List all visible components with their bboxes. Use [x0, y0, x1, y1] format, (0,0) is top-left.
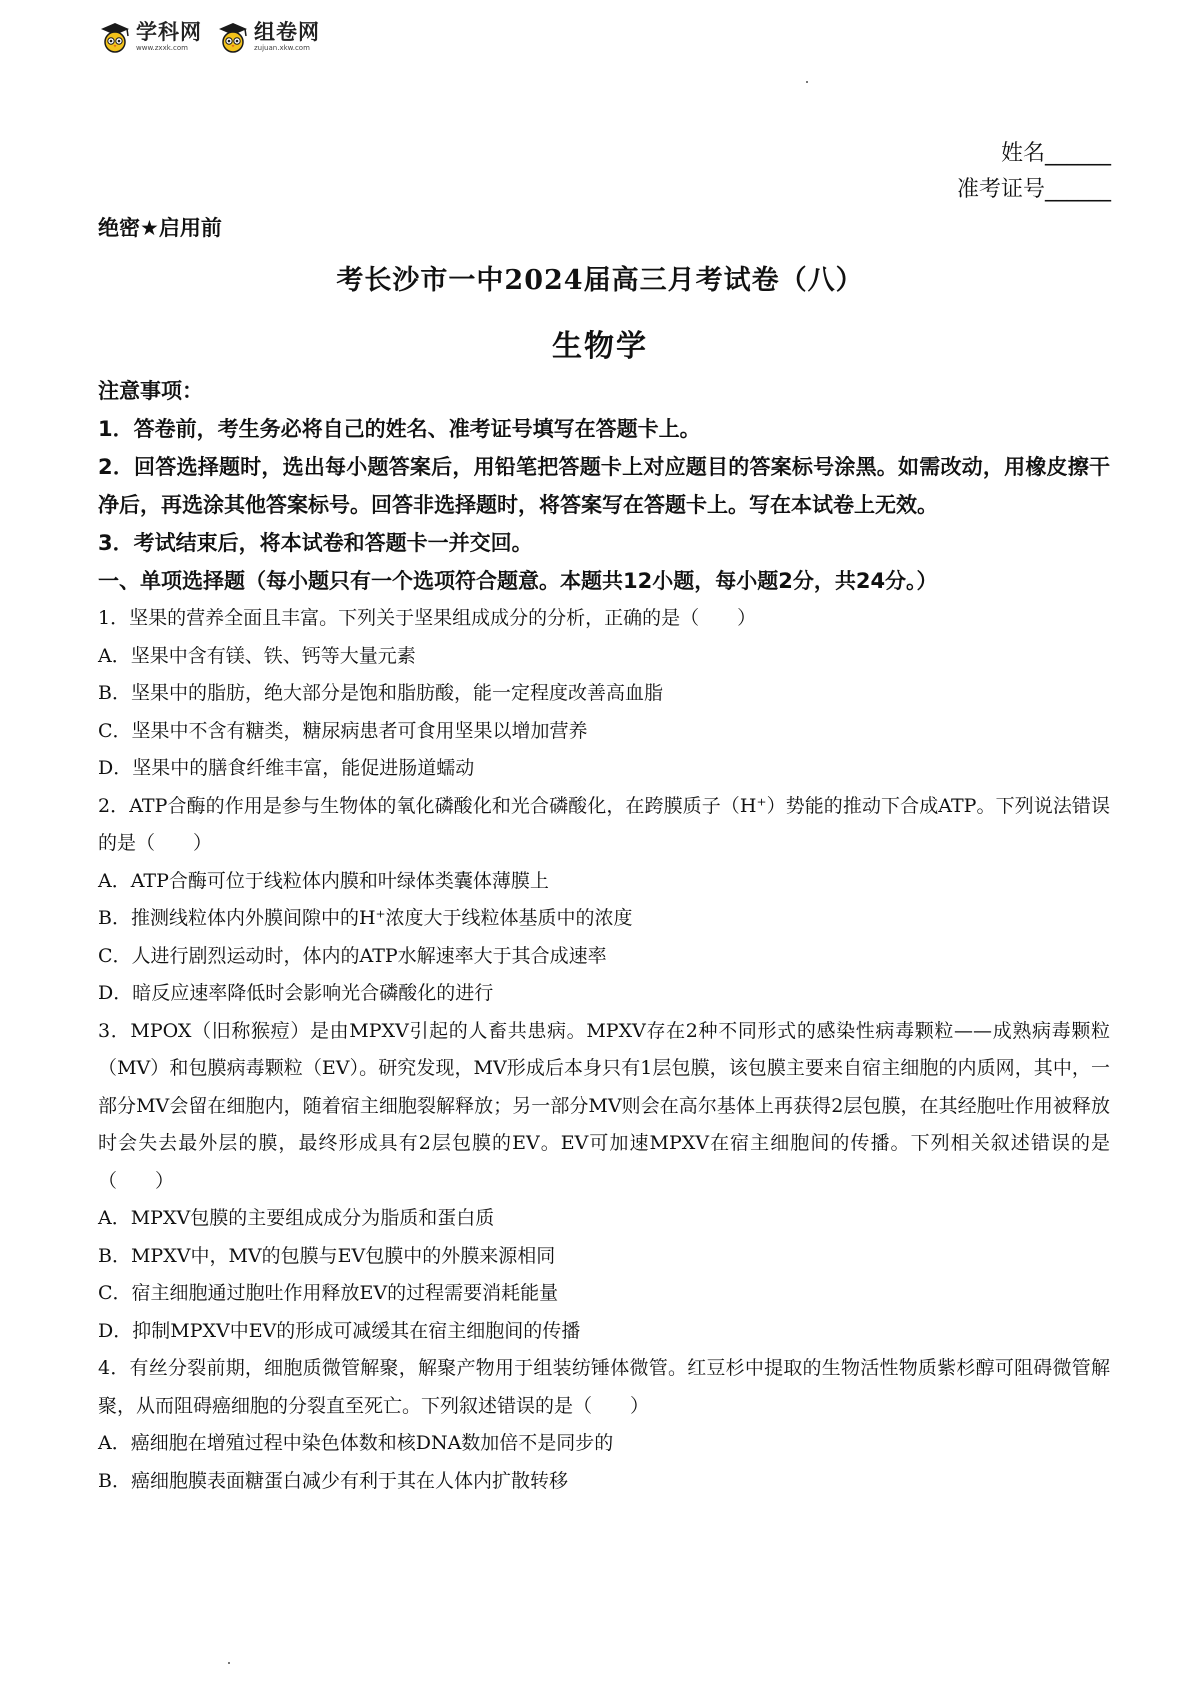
name-field: 姓名______ — [1000, 141, 1111, 166]
secret-label: 绝密★启用前 — [98, 216, 222, 240]
option-b: B．癌细胞膜表面糖蛋白减少有利于其在人体内扩散转移 — [98, 1469, 568, 1492]
notice-heading: 注意事项： — [98, 379, 203, 403]
option-b: B．MPXV中，MV的包膜与EV包膜中的外膜来源相同 — [98, 1244, 556, 1267]
logo-url: www.zxxk.com — [136, 44, 188, 52]
question-stem: 2．ATP合酶的作用是参与生物体的氧化磷酸化和光合磷酸化，在跨膜质子（H⁺）势能的推动下合成ATP。下列说法错误的是（ ） — [98, 794, 1110, 854]
scan-speck — [228, 1662, 230, 1664]
question-2 — [98, 788, 1110, 1013]
question-3 — [98, 1013, 1110, 1351]
option-d: D．坚果中的膳食纤维丰富，能促进肠道蠕动 — [98, 757, 475, 779]
exam-content — [98, 372, 1110, 1500]
notice-item: 2．回答选择题时，选出每小题答案后，用铅笔把答题卡上对应题目的答案标号涂黑。如需改动，用橡皮擦干净后，再选涂其他答案标号。回答非选择题时，将答案写在答题卡上。写在本试卷上无效。 — [98, 455, 1110, 517]
question-4 — [98, 1350, 1110, 1500]
option-c: C．人进行剧烈运动时，体内的ATP水解速率大于其合成速率 — [98, 944, 607, 967]
option-d: D．暗反应速率降低时会影响光合磷酸化的进行 — [98, 982, 494, 1004]
option-a: A．坚果中含有镁、铁、钙等大量元素 — [98, 644, 416, 667]
question-stem: 1．坚果的营养全面且丰富。下列关于坚果组成成分的分析，正确的是（ ） — [98, 607, 757, 629]
exam-id-field: 准考证号______ — [956, 177, 1111, 202]
section-heading: 一、单项选择题（每小题只有一个选项符合题意。本题共12小题，每小题2分，共24分。） — [98, 569, 938, 593]
option-a: A．癌细胞在增殖过程中染色体数和核DNA数加倍不是同步的 — [98, 1432, 614, 1454]
xuekewang-logo — [98, 20, 202, 54]
owl-mascot-icon — [216, 20, 250, 54]
option-d: D．抑制MPXV中EV的形成可减缓其在宿主细胞间的传播 — [98, 1319, 581, 1342]
notice-section — [98, 372, 1110, 562]
owl-mascot-icon — [98, 20, 132, 54]
question-1 — [98, 600, 1110, 788]
scan-speck — [806, 81, 808, 83]
logo-bar — [98, 20, 320, 54]
zujuanwang-logo — [216, 20, 320, 54]
option-b: B．坚果中的脂肪，绝大部分是饱和脂肪酸，能一定程度改善高血脂 — [98, 682, 663, 704]
subject-title: 生物学 — [552, 329, 648, 364]
option-c: C．宿主细胞通过胞吐作用释放EV的过程需要消耗能量 — [98, 1282, 559, 1304]
notice-item: 1．答卷前，考生务必将自己的姓名、准考证号填写在答题卡上。 — [98, 417, 701, 441]
logo-url: zujuan.xkw.com — [254, 44, 310, 52]
logo-name: 学科网 — [136, 20, 202, 44]
question-stem: 3．MPOX（旧称猴痘）是由MPXV引起的人畜共患病。MPXV存在2种不同形式的感染性病毒颗粒——成熟病毒颗粒（MV）和包膜病毒颗粒（EV）。研究发现，MV形成后本身只有1层包膜，该包膜主要来自宿主细胞的内质网，其中，一部分MV会留在细胞内，随着宿主细胞裂解释放；另一部分MV则会在高尔基体上再获得2层包膜，在其经胞吐作用被释放时会失去最外层的膜，最终形成具有2层包膜的EV。EV可加速MPXV在宿主细胞间的传播。下列相关叙述错误的是（ ） — [98, 1019, 1110, 1192]
page-title: 考长沙市一中2024届高三月考试卷（八） — [336, 265, 864, 296]
candidate-info — [957, 136, 1111, 208]
notice-item: 3．考试结束后，将本试卷和答题卡一并交回。 — [98, 531, 533, 555]
question-stem: 4．有丝分裂前期，细胞质微管解聚，解聚产物用于组装纺锤体微管。红豆杉中提取的生物活性物质紫杉醇可阻碍微管解聚，从而阻碍癌细胞的分裂直至死亡。下列叙述错误的是（ ） — [98, 1357, 1110, 1417]
option-b: B．推测线粒体内外膜间隙中的H⁺浓度大于线粒体基质中的浓度 — [98, 907, 633, 929]
option-a: A．MPXV包膜的主要组成成分为脂质和蛋白质 — [98, 1207, 495, 1229]
logo-name: 组卷网 — [254, 20, 320, 44]
option-c: C．坚果中不含有糖类，糖尿病患者可食用坚果以增加营养 — [98, 719, 588, 742]
option-a: A．ATP合酶可位于线粒体内膜和叶绿体类囊体薄膜上 — [98, 869, 549, 892]
